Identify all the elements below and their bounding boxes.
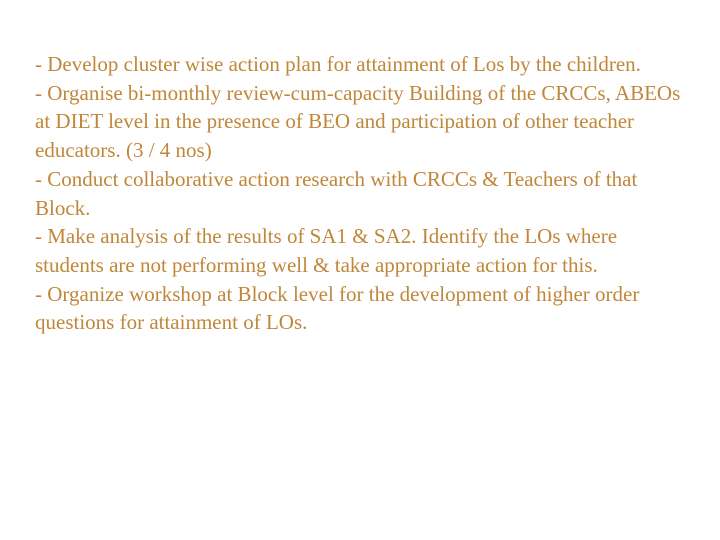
bullet-item-action-research: - Conduct collaborative action research with CRCCs & Teachers of that Block. [35,166,638,220]
bullet-item-workshop: - Organize workshop at Block level for the development of higher order questions for attainment of LOs. [35,281,640,335]
bullet-item-results-analysis: - Make analysis of the results of SA1 & SA2. Identify the LOs where students are not performing well & take appropriate action for this. [35,224,618,277]
bullet-item-review-capacity-building: - Organise bi-monthly review-cum-capacity Building of the CRCCs, ABEOs at DIET level in the presence of BEO and participation of other teacher educators. (3 / 4 nos) [35,80,681,163]
bullet-list [35,50,685,337]
bullet-item-action-plan: - Develop cluster wise action plan for attainment of Los by the children. [35,52,641,76]
